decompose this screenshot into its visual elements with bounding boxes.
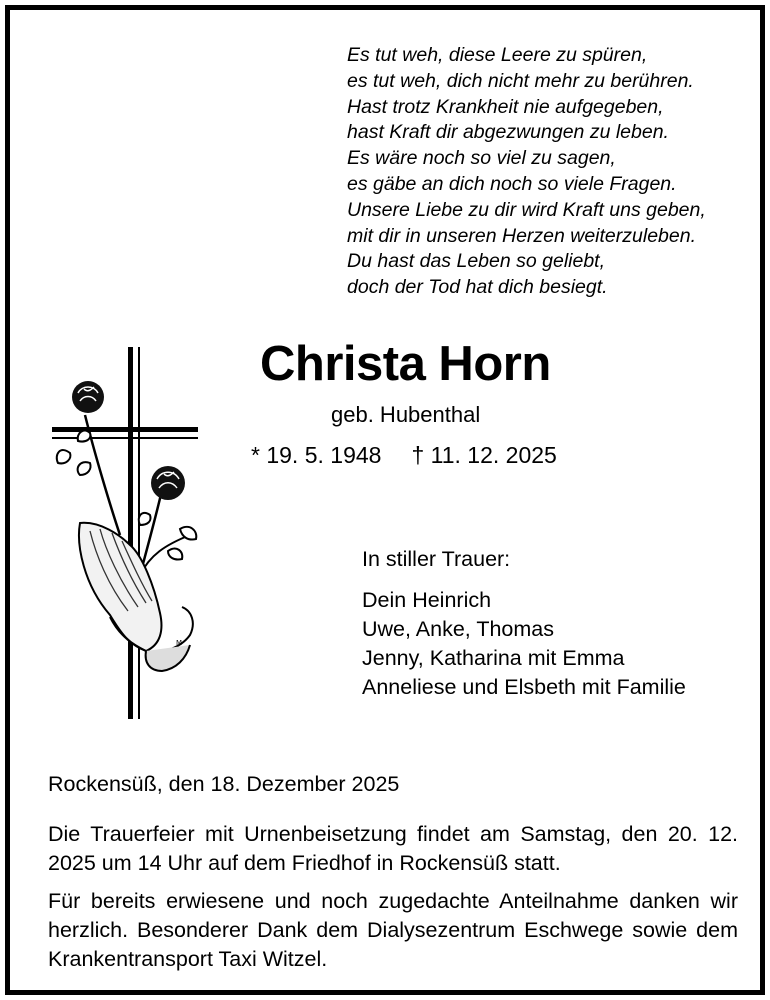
mourners-heading: In stiller Trauer: <box>362 547 511 571</box>
birth-date: * 19. 5. 1948 <box>251 442 382 468</box>
death-date: † 11. 12. 2025 <box>411 442 557 468</box>
poem-line: Unsere Liebe zu dir wird Kraft uns geben, <box>347 198 706 221</box>
maiden-name: geb. Hubenthal <box>331 402 481 427</box>
place-date: Rockensüß, den 18. Dezember 2025 <box>48 772 400 796</box>
funeral-info: Die Trauerfeier mit Urnenbeisetzung findet am Samstag, den 20. 12. 2025 um 14 Uhr auf dem Friedhof in Rockensüß statt. <box>48 822 738 875</box>
svg-text:M: M <box>176 639 183 647</box>
mourner-entry: Uwe, Anke, Thomas <box>362 617 554 641</box>
mourner-entry: Anneliese und Elsbeth mit Familie <box>362 675 686 699</box>
deceased-name: Christa Horn <box>260 337 551 391</box>
mourners-list <box>362 586 686 702</box>
mourner-entry: Jenny, Katharina mit Emma <box>362 646 625 670</box>
poem-line: doch der Tod hat dich besiegt. <box>347 276 608 299</box>
poem-line: Es wäre noch so viel zu sagen, <box>347 147 616 170</box>
poem-line: Es tut weh, diese Leere zu spüren, <box>347 44 648 66</box>
poem-line: hast Kraft dir abgezwungen zu leben. <box>347 121 669 144</box>
life-dates <box>251 442 557 469</box>
poem-line: Du hast das Leben so geliebt, <box>347 250 606 273</box>
poem-line: es gäbe an dich noch so viele Fragen. <box>347 172 677 195</box>
poem-line: mit dir in unseren Herzen weiterzuleben. <box>347 224 697 247</box>
mourner-entry: Dein Heinrich <box>362 588 492 612</box>
obituary-card <box>5 5 765 995</box>
cross-roses-praying-hands-icon <box>50 345 210 725</box>
poem <box>347 43 747 301</box>
poem-line: es tut weh, dich nicht mehr zu berühren. <box>347 69 694 92</box>
poem-line: Hast trotz Krankheit nie aufgegeben, <box>347 95 664 118</box>
thanks-text: Für bereits erwiesene und noch zugedachte Anteilnahme danken wir herzlich. Besonderer Dank dem Dialysezentrum Eschwege sowie dem Krankentransport Taxi Witzel. <box>48 889 738 971</box>
